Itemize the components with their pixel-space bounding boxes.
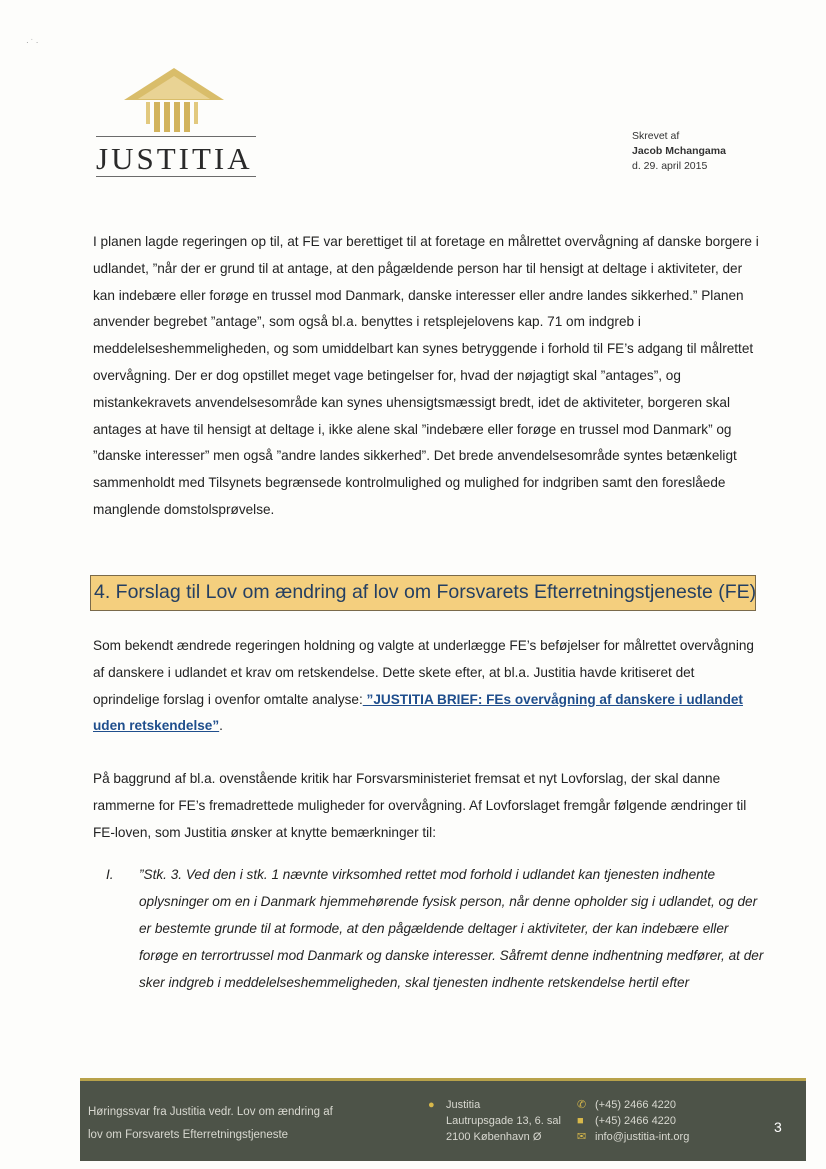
section-heading-bar <box>90 575 756 611</box>
footer-email[interactable]: info@justitia-int.org <box>595 1131 690 1143</box>
list-text: ”Stk. 3. Ved den i stk. 1 nævnte virksomhed rettet mod forhold i udlandet kan tjenesten indhente oplysninger om en i Danmark hjemmehørende fysisk person, når denne opholder sig i udlandet, og der er bestemte grunde til at formode, at den pågældende deltager i aktiviteter, der kan indebære eller forøge en terrortrussel mod Danmark og danske interesser. Såfremt denne indhentning medfører, at der sker indgreb i meddelelseshemmeligheden, skal tjenesten indhente retskendelse hertil efter <box>139 867 764 990</box>
section-heading: 4. Forslag til Lov om ændring af lov om Forsvarets Efterretningstjeneste (FE) <box>94 581 757 603</box>
footer-title <box>88 1101 388 1147</box>
scan-specks: · ˙ · <box>26 38 39 47</box>
byline-author: Jacob Mchangama <box>632 145 726 157</box>
logo-rule-top <box>96 136 256 137</box>
fax-icon: ■ <box>577 1115 584 1127</box>
footer-street: Lautrupsgade 13, 6. sal <box>446 1115 561 1127</box>
logo-wordmark: JUSTITIA <box>96 141 253 176</box>
paragraph-3: På baggrund af bl.a. ovenstående kritik har Forsvarsministeriet fremsat et nyt Lovforslag, der skal danne rammerne for FE’s fremadrettede muligheder for overvågning. Af Lovforslaget fremgår følgende ændringer til FE-loven, som Justitia ønsker at knytte bemærkninger til: <box>93 771 747 840</box>
paragraph-1: I planen lagde regeringen op til, at FE var berettiget til at foretage en målrettet overvågning af danske borgere i udlandet, ”når der er grund til at antage, at den pågældende person har til hensigt at deltage i aktiviteter, der kan indebære eller forøge en trussel mod Danmark, danske interesser eller andre landes sikkerhed.” Planen anvender begrebet ”antage”, som også bl.a. benyttes i retsplejelovens kap. 71 om indgreb i meddelelseshemmeligheden, og som umiddelbart kan synes betryggende i forhold til FE’s adgang til målrettet overvågning. Der er dog opstillet meget vage betingelser for, hvad der nøjagtigt skal ”antages”, og mistankekravets anvendelsesområde kan synes uhensigtsmæssigt bredt, idet de aktiviteter, borgeren skal antages at have til hensigt at deltage i, ikke alene skal ”indebære eller forøge en trussel mod Danmark” og ”danske interesser” men også ”andre landes sikkerhed”. Det brede anvendelsesområde syntes betænkeligt sammenholdt med Tilsynets begrænsede kontrolmulighed og mulighed for indgriben samt den foreslåede manglende domstolsprøvelse. <box>93 234 759 517</box>
pillar-emblem-icon <box>124 68 224 134</box>
footer-phone: (+45) 2466 4220 <box>595 1099 677 1111</box>
footer-org: Justitia <box>446 1099 481 1111</box>
footer-title-line2: lov om Forsvarets Efterretningstjeneste <box>88 1129 289 1141</box>
footer-fax: (+45) 2466 4220 <box>595 1115 677 1127</box>
phone-icon: ✆ <box>577 1099 587 1111</box>
page-number: 3 <box>774 1119 782 1135</box>
logo-rule-bottom <box>96 176 256 177</box>
footer-title-line1: Høringssvar fra Justitia vedr. Lov om ændring af <box>88 1106 333 1118</box>
footer-address <box>428 1097 561 1145</box>
footer-contact <box>577 1097 689 1145</box>
location-pin-icon: ● <box>428 1099 435 1111</box>
footer-city: 2100 København Ø <box>446 1131 542 1143</box>
byline <box>632 129 726 174</box>
justitia-brief-link[interactable]: ”JUSTITIA BRIEF: FEs overvågning af danskere i udlandet uden retskendelse” <box>93 691 743 734</box>
email-icon: ✉ <box>577 1131 587 1143</box>
paragraph-2 <box>93 633 763 740</box>
paragraph-2-text: Som bekendt ændrede regeringen holdning og valgte at underlægge FE’s beføjelser for målrettet overvågning af danskere i udlandet et krav om retskendelse. Dette skete efter, at bl.a. Justitia havde kritiseret det oprindelige forslag i ovenfor omtalte analyse: <box>93 638 754 707</box>
footer <box>80 1081 806 1161</box>
byline-label: Skrevet af <box>632 130 680 142</box>
list-numeral: I. <box>106 867 114 882</box>
paragraph-2-end: . <box>219 718 223 734</box>
byline-date: d. 29. april 2015 <box>632 160 708 172</box>
